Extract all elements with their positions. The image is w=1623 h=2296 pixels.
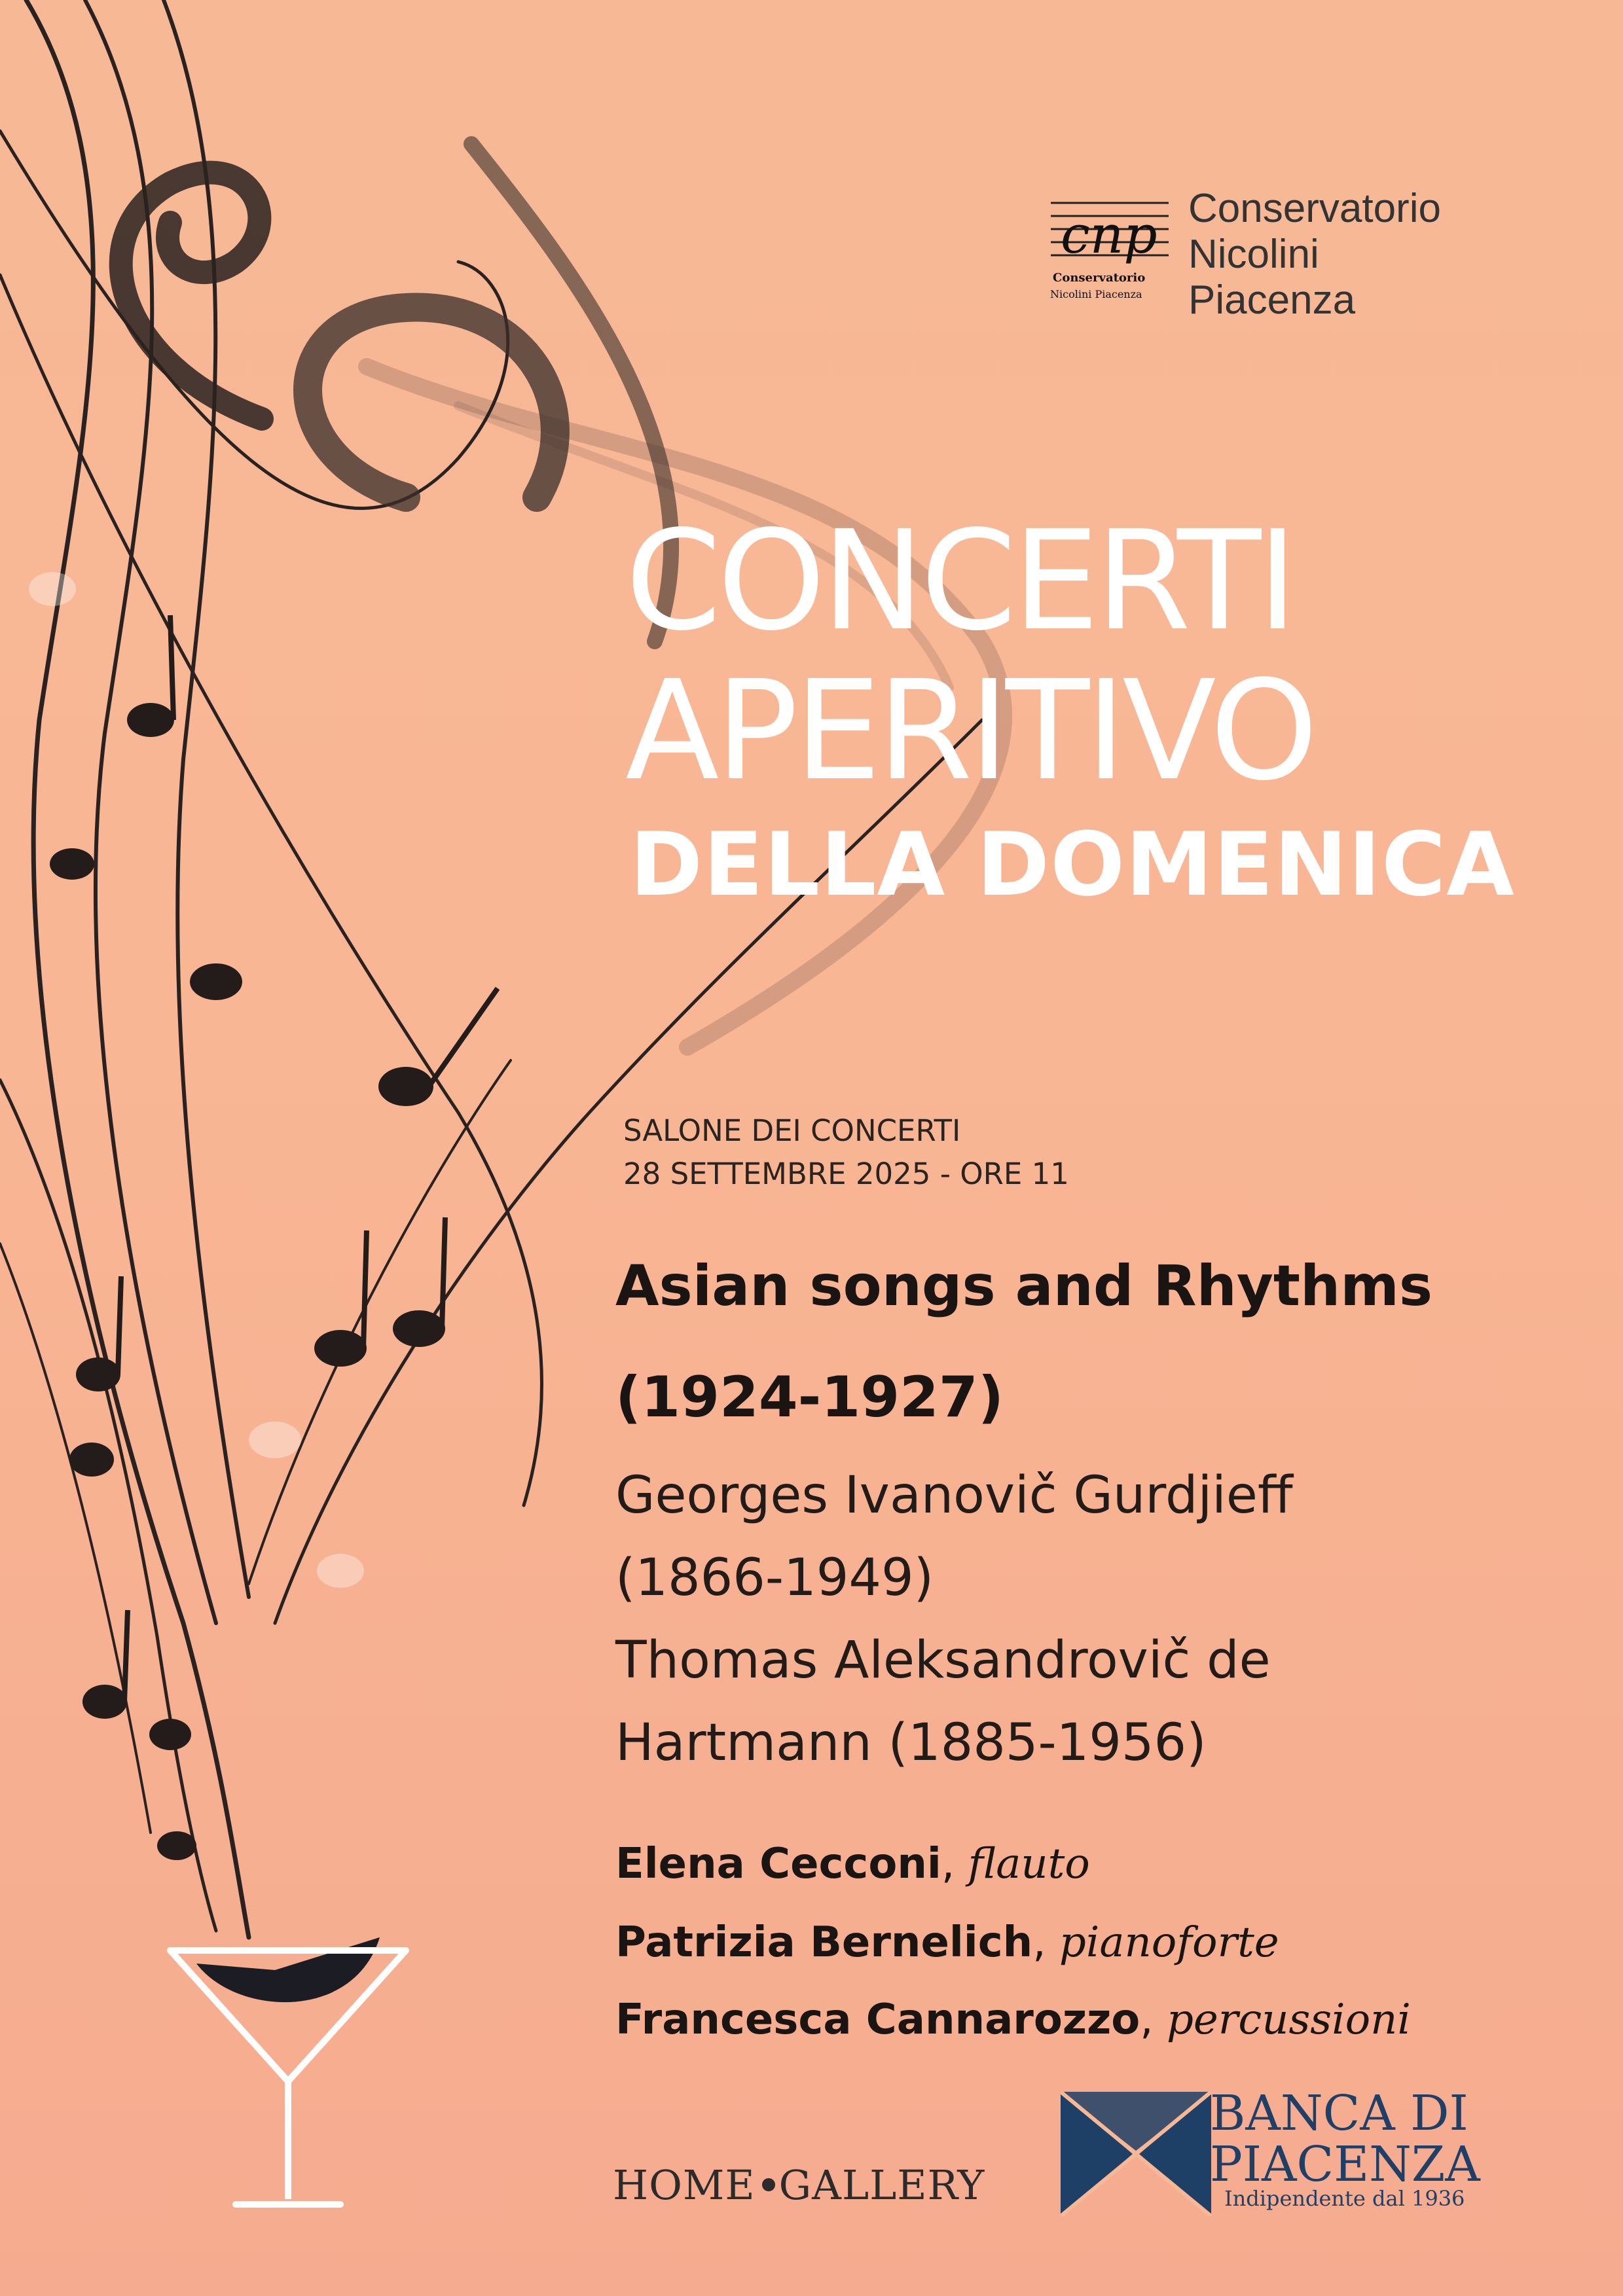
bank-tagline: Indipendente dal 1936 [1224, 2186, 1465, 2211]
program-title: Asian songs and Rhythms (1924-1927) [615, 1253, 1433, 1430]
home-gallery-logo [613, 2161, 985, 2209]
performer-name: Francesca Cannarozzo [615, 1996, 1140, 2044]
svg-text:Nicolini Piacenza: Nicolini Piacenza [1050, 288, 1142, 300]
event-venue: SALONE DEI CONCERTI [623, 1113, 961, 1148]
event-date-time: 28 SETTEMBRE 2025 - ORE 11 [623, 1157, 1069, 1191]
performer-role: pianoforte [1059, 1918, 1279, 1967]
performer-name: Patrizia Bernelich [615, 1918, 1033, 1967]
svg-text:cnp: cnp [1061, 204, 1158, 265]
heading-line-2: APERITIVO [625, 651, 1315, 811]
banca-di-piacenza-logo-icon [1061, 2092, 1211, 2216]
home-gallery-left: HOME [613, 2161, 756, 2209]
performer-row: Patrizia Bernelich, pianoforte [615, 1918, 1279, 1967]
heading-line-3: DELLA DOMENICA [630, 814, 1515, 916]
institution-name: Conservatorio Nicolini Piacenza [1188, 186, 1441, 323]
performer-row: Elena Cecconi, flauto [615, 1840, 1090, 1888]
dot-separator-icon [762, 2178, 775, 2191]
performer-role: flauto [968, 1840, 1090, 1888]
program-composers: Georges Ivanovič Gurdjieff (1866-1949) Thomas Aleksandrovič de Hartmann (1885-1956) [615, 1466, 1293, 1772]
svg-text:Conservatorio: Conservatorio [1053, 271, 1146, 285]
heading-line-1: CONCERTI [625, 501, 1294, 661]
bank-name: BANCA DI PIACENZA [1210, 2085, 1480, 2193]
home-gallery-right: GALLERY [778, 2161, 985, 2209]
conservatorio-logo-icon [1048, 190, 1172, 314]
performer-row: Francesca Cannarozzo, percussioni [615, 1996, 1411, 2044]
performer-role: percussioni [1166, 1996, 1411, 2044]
performer-name: Elena Cecconi [615, 1840, 941, 1888]
